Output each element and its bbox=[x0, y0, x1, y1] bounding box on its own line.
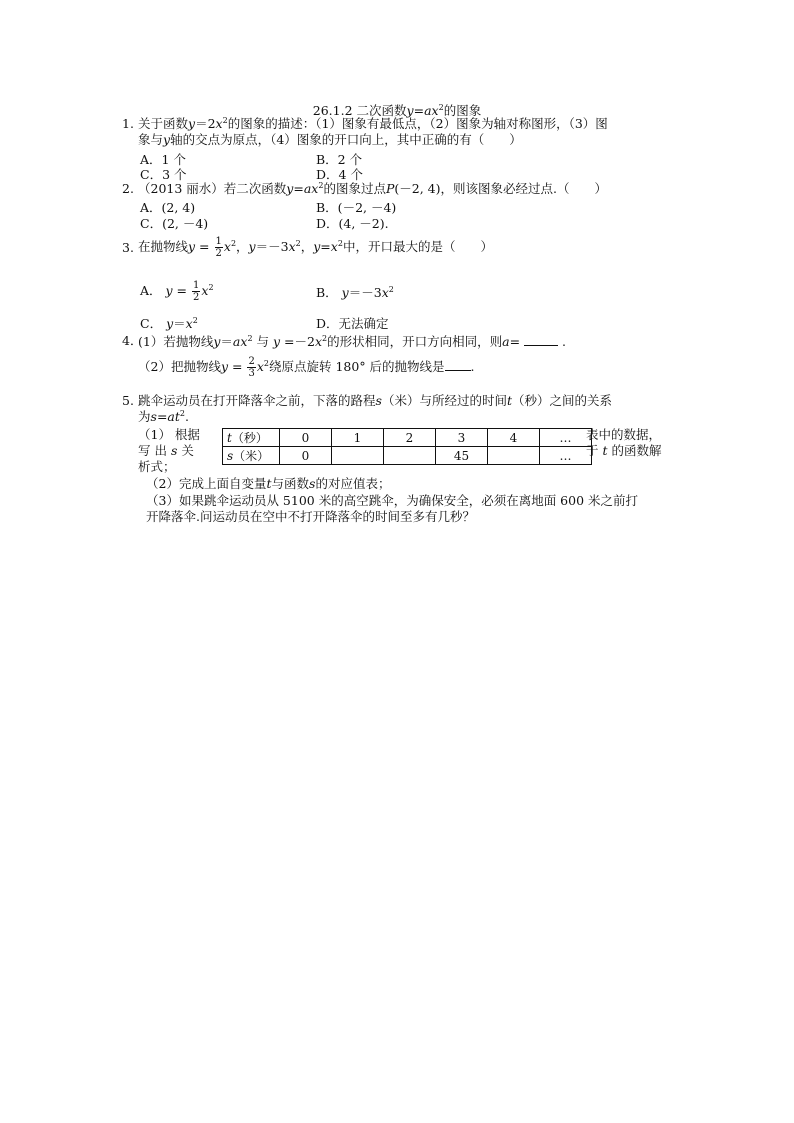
q5-text-part: 析式； bbox=[138, 459, 176, 474]
q5-part1-right: 表中的数据， 于 t 的函数解 bbox=[586, 427, 662, 458]
q1-option-b: B．2 个 bbox=[316, 152, 363, 167]
question-2-text: （2013 丽水）若二次函数$y=ax^2$的图象过点P(－2, 4)，则该图象必经过点.（ ） bbox=[138, 180, 607, 196]
q2-option-c: C．(2, －4) bbox=[140, 216, 209, 231]
option-label: C． bbox=[140, 316, 163, 331]
q5-part3 bbox=[146, 493, 691, 525]
question-number: 2. bbox=[122, 181, 134, 196]
question-4-part2: （2）把抛物线y = $\frac{2}{3}$ $x^2$绕原点旋转 180° 后的抛物线是 . bbox=[138, 356, 475, 379]
q5-text-part: （2）完成上面自变量 bbox=[146, 476, 267, 491]
q5-text-part: 开降落伞.问运动员在空中不打开降落伞的时间至多有几秒？ bbox=[146, 509, 475, 524]
q2-option-d: D．(4, －2). bbox=[316, 216, 389, 231]
table-cell: 1 bbox=[332, 429, 384, 447]
q1-option-a: A．1 个 bbox=[140, 152, 186, 167]
q2-text-part: （2013 丽水）若二次函数 bbox=[138, 181, 287, 196]
option-label: A． bbox=[140, 283, 162, 298]
q5-text-part: 的函数解 bbox=[607, 443, 662, 458]
q5-text-part: 于 bbox=[586, 443, 603, 458]
question-number: 4． bbox=[122, 333, 143, 348]
fraction-one-half: $\frac{1}{2}$ bbox=[193, 280, 200, 303]
data-table bbox=[222, 428, 592, 465]
q5-text-part: 的对应值表； bbox=[315, 476, 391, 491]
q5-text-part: （3）如果跳伞运动员从 5100 米的高空跳伞，为确保安全，必须在离地面 600 米之前打 bbox=[146, 493, 639, 508]
q3-text-part: 中，开口最大的是（ ） bbox=[342, 239, 493, 254]
question-4-part1: (1）若抛物线$y=ax^2$ 与 $y =-2x^2$的形状相同，开口方向相同，则a= . bbox=[138, 333, 566, 349]
question-2 bbox=[122, 181, 682, 197]
q5-text-part: 与函数 bbox=[271, 476, 310, 491]
table-cell: 0 bbox=[280, 447, 332, 465]
table-cell: 3 bbox=[436, 429, 488, 447]
table-header-s: s（米） bbox=[223, 447, 280, 465]
table-cell: 0 bbox=[280, 429, 332, 447]
title-var-y: y bbox=[406, 103, 414, 118]
q3-option-d: D．无法确定 bbox=[316, 316, 389, 331]
question-number: 3. bbox=[122, 240, 134, 255]
question-number: 5. bbox=[122, 393, 134, 408]
option-label: B． bbox=[316, 285, 338, 300]
table-cell: … bbox=[540, 447, 592, 465]
table-cell: … bbox=[540, 429, 592, 447]
title-suffix: 的图象 bbox=[443, 103, 482, 118]
question-5-text: 跳伞运动员在打开降落伞之前，下落的路程s（米）与所经过的时间t（秒）之间的关系 为$s=at^2$. bbox=[138, 393, 612, 424]
q3-option-b: B． $y=-3x^2$ bbox=[316, 284, 394, 300]
q3-text-part: 在抛物线 bbox=[138, 239, 189, 254]
fraction-one-half: $\frac{1}{2}$ bbox=[215, 236, 222, 259]
q2-text-part: (－2, 4)，则该图象必经过点.（ ） bbox=[394, 181, 607, 196]
question-number: 1. bbox=[122, 116, 134, 131]
q1-option-c: C．3 个 bbox=[140, 167, 187, 182]
question-1-text: 关于函数$y=2x^2$的图象的描述：（1）图象有最低点，（2）图象为轴对称图形，（3）图 象与y轴的交点为原点，（4）图象的开口向上，其中正确的有（ ） bbox=[138, 115, 608, 147]
q5-text-part: （米）与所经过的时间 bbox=[381, 393, 507, 408]
table-cell[interactable] bbox=[488, 447, 540, 465]
q1-text-part: 象与 bbox=[138, 132, 164, 147]
q5-text-part: 为 bbox=[138, 409, 151, 424]
q4-text-part: (1）若抛物线 bbox=[138, 334, 214, 349]
table-row bbox=[223, 429, 592, 447]
title-number: 26.1.2 bbox=[312, 103, 353, 118]
q3-option-a: A． y = $\frac{1}{2}$ $x^2$ bbox=[140, 280, 214, 303]
q1-text-part: 关于函数 bbox=[138, 116, 189, 131]
table-row bbox=[223, 447, 592, 465]
q2-option-b: B．(－2, －4) bbox=[316, 200, 397, 215]
q4-text-part: 绕原点旋转 180° 后的抛物线是 bbox=[268, 359, 445, 374]
q5-text-part: 关 bbox=[177, 443, 194, 458]
page-title: 26.1.2 二次函数$y=ax^2$的图象 bbox=[312, 102, 482, 118]
q2-text-part: 的图象过点 bbox=[323, 181, 386, 196]
q5-text-part: （1） 根据 bbox=[138, 427, 200, 442]
q1-text-part: 的图象的描述：（1）图象有最低点，（2）图象为轴对称图形，（3）图 bbox=[227, 116, 608, 131]
q4-text-part: 的形状相同，开口方向相同，则 bbox=[327, 334, 503, 349]
q1-text-part: 轴的交点为原点，（4）图象的开口向上，其中正确的有（ ） bbox=[170, 132, 522, 147]
table-cell[interactable] bbox=[332, 447, 384, 465]
table-cell: 2 bbox=[384, 429, 436, 447]
q5-text-part: 表中的数据， bbox=[586, 427, 662, 442]
fraction-two-thirds: $\frac{2}{3}$ bbox=[248, 356, 255, 379]
question-3-text: 在抛物线y = $\frac{1}{2}$ $x^2$，$y=-3x^2$，$y=x^2$中，开口最大的是（ ） bbox=[138, 236, 493, 259]
question-1 bbox=[122, 116, 682, 148]
q5-part2: （2）完成上面自变量t与函数s的对应值表； bbox=[146, 476, 391, 491]
table-cell: 4 bbox=[488, 429, 540, 447]
answer-blank-parabola[interactable] bbox=[445, 358, 471, 371]
question-3 bbox=[122, 236, 682, 259]
question-5 bbox=[122, 393, 682, 425]
q5-part1-left: （1） 根据 写 出 s 关 析式； bbox=[138, 427, 200, 474]
title-text: 二次函数 bbox=[356, 103, 407, 118]
q5-text-part: 跳伞运动员在打开降落伞之前，下落的路程 bbox=[138, 393, 376, 408]
title-var-ax: ax bbox=[424, 103, 439, 118]
q5-text-part: （秒）之间的关系 bbox=[511, 393, 612, 408]
q3-option-c: C． $y=x^2$ bbox=[140, 315, 198, 331]
table-cell[interactable] bbox=[384, 447, 436, 465]
q5-text-part: 写 出 bbox=[138, 443, 171, 458]
q4-text-part: （2）把抛物线 bbox=[138, 359, 221, 374]
table-header-t: t（秒） bbox=[223, 429, 280, 447]
q1-option-d: D．4 个 bbox=[316, 167, 363, 182]
table-cell: 45 bbox=[436, 447, 488, 465]
answer-blank-a[interactable] bbox=[524, 333, 558, 346]
unit: （秒） bbox=[231, 431, 268, 445]
question-4 bbox=[122, 333, 682, 379]
q2-option-a: A．(2, 4) bbox=[140, 200, 196, 215]
unit: （米） bbox=[233, 449, 270, 463]
